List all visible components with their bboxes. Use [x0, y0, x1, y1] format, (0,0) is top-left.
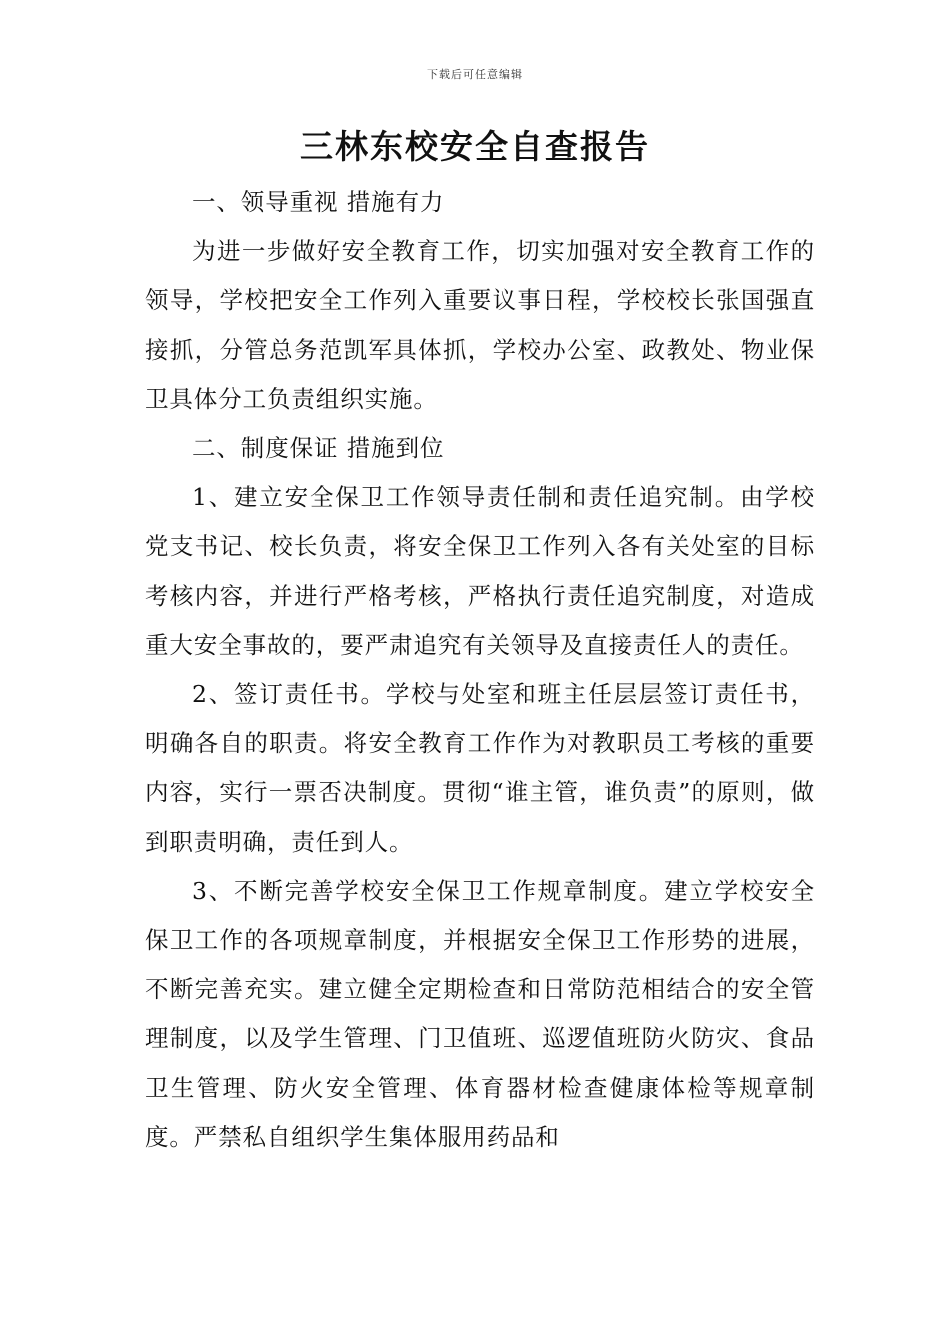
document-title: 三林东校安全自查报告: [300, 127, 650, 166]
section-heading-1: 一、领导重视 措施有力: [192, 188, 445, 216]
document-body: [145, 178, 815, 1162]
paragraph-4: 3、不断完善学校安全保卫工作规章制度。建立学校安全保卫工作的各项规章制度，并根据安全保卫工作形势的进展，不断完善充实。建立健全定期检查和日常防范相结合的安全管理制度，以及学生管理、门卫值班、巡逻值班防火防灾、食品卫生管理、防火安全管理、体育器材检查健康体检等规章制度。严禁私自组织学生集体服用药品和: [145, 876, 815, 1151]
paragraph-1: 为进一步做好安全教育工作，切实加强对安全教育工作的领导，学校把安全工作列入重要议事日程，学校校长张国强直接抓，分管总务范凯军具体抓，学校办公室、政教处、物业保卫具体分工负责组织实施。: [145, 237, 815, 413]
section-heading-2: 二、制度保证 措施到位: [192, 434, 445, 463]
paragraph-2: 1、建立安全保卫工作领导责任制和责任追究制。由学校党支书记、校长负责，将安全保卫工作列入各有关处室的目标考核内容，并进行严格考核，严格执行责任追究制度，对造成重大安全事故的，要严肃追究有关领导及直接责任人的责任。: [145, 483, 815, 659]
header-note: 下载后可任意编辑: [427, 68, 523, 81]
paragraph-3: 2、签订责任书。学校与处室和班主任层层签订责任书，明确各自的职责。将安全教育工作作为对教职员工考核的重要内容，实行一票否决制度。贯彻“谁主管，谁负责”的原则，做到职责明确，责任到人。: [145, 680, 815, 856]
